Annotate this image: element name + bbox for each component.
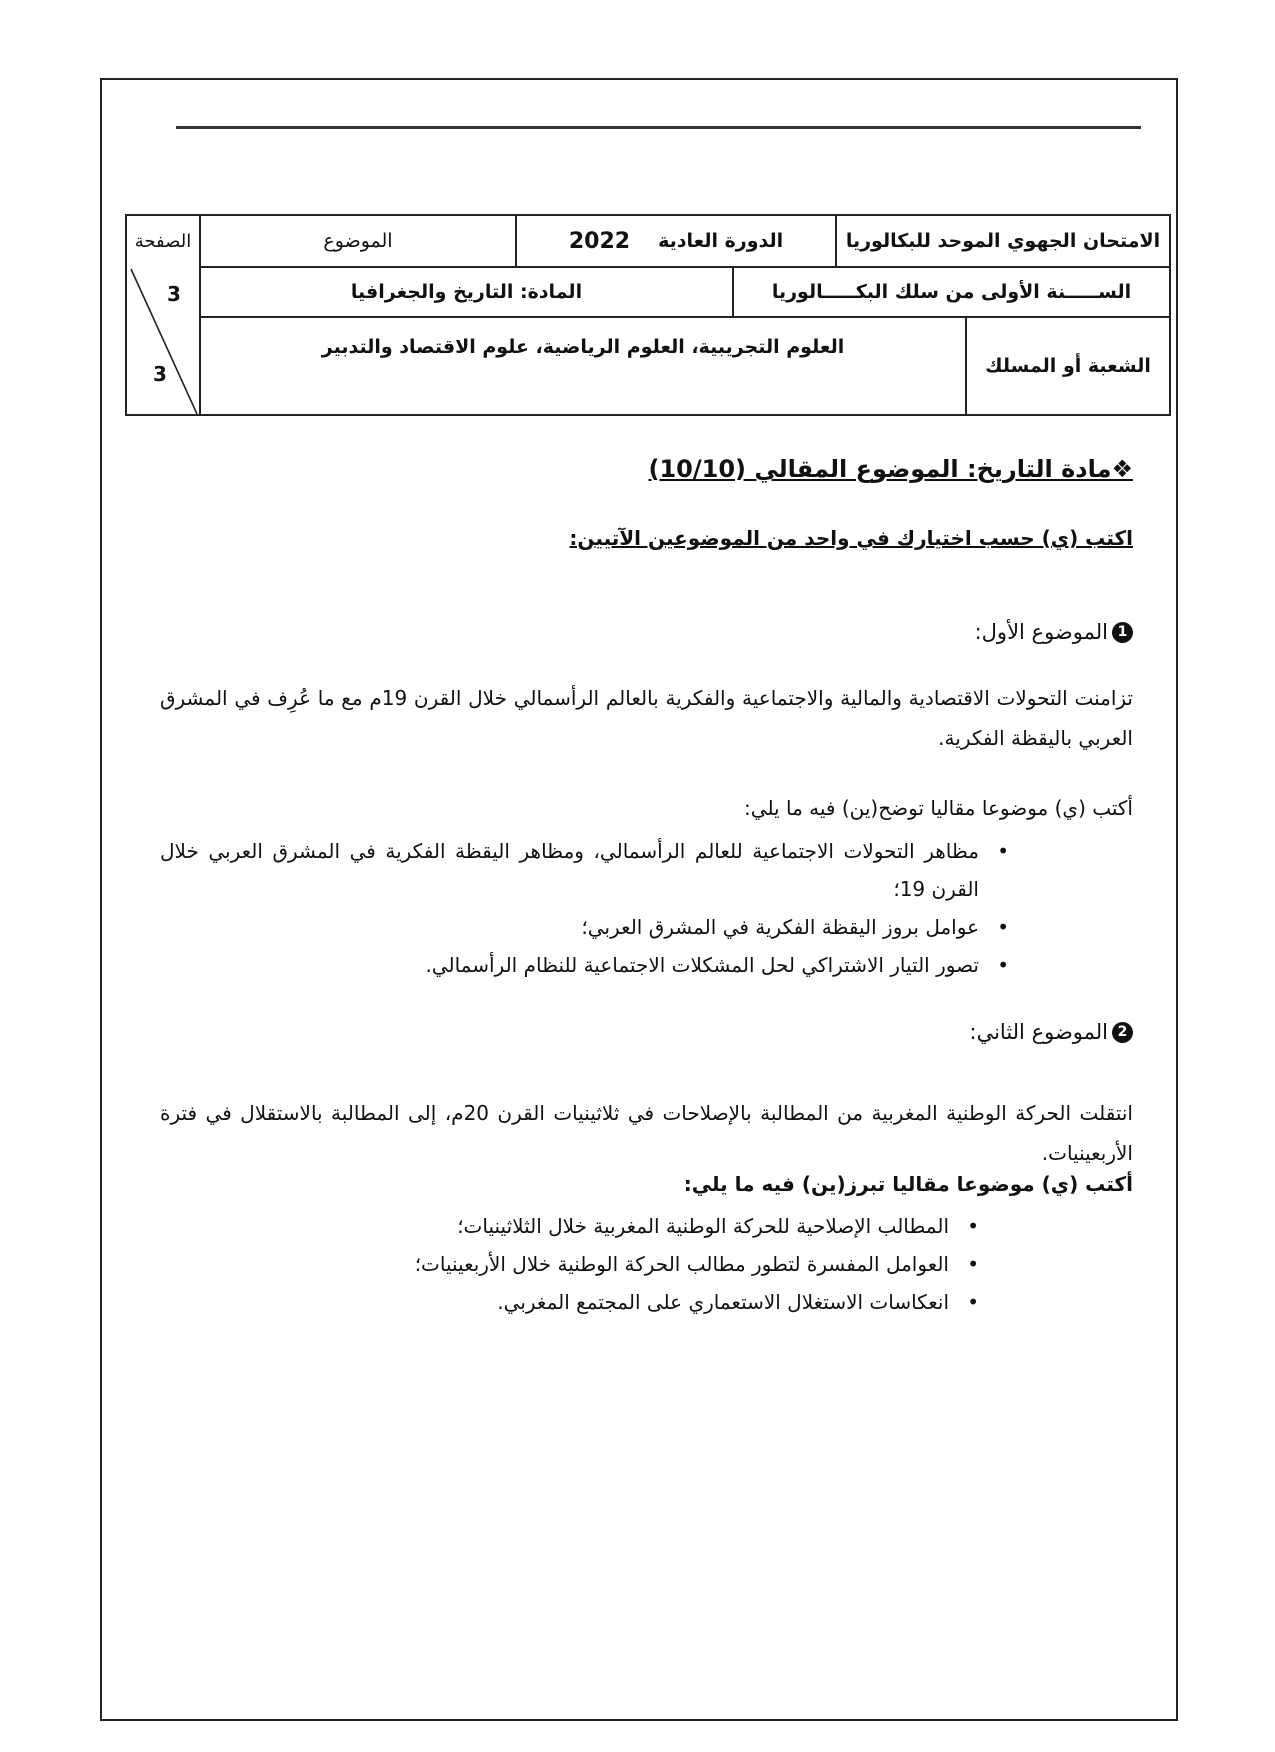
subject: المادة: التاريخ والجغرافيا xyxy=(350,281,583,303)
number-2-badge: 2 xyxy=(1112,1022,1133,1043)
number-1-badge: 1 xyxy=(1112,622,1133,643)
topic-2-heading xyxy=(970,1020,1134,1044)
page-label: الصفحة xyxy=(134,230,192,252)
topic-2-intro: انتقلت الحركة الوطنية المغربية من المطالبة بالإصلاحات في ثلاثينيات القرن 20م، إلى المطالبة بالاستقلال في فترة الأربعينيات. xyxy=(160,1101,1133,1165)
topic-1-intro: تزامنت التحولات الاقتصادية والمالية والاجتماعية والفكرية بالعالم الرأسمالي خلال القرن 19م مع ما عُرِف في المشرق العربي باليقظة الفكرية. xyxy=(160,686,1133,750)
page-total: 3 xyxy=(153,362,167,386)
topic-2-ask: أكتب (ي) موضوعا مقاليا تبرز(ين) فيه ما يلي: xyxy=(683,1172,1133,1196)
choice-instruction: اكتب (ي) حسب اختيارك في واحد من الموضوعين الآتيين: xyxy=(569,526,1133,550)
topic-1-ask: أكتب (ي) موضوعا مقاليا توضح(ين) فيه ما يلي: xyxy=(744,796,1133,820)
level: الســـــنة الأولى من سلك البكـــــالوريا xyxy=(771,281,1132,303)
list-item: • انعكاسات الاستغلال الاستعماري على المجتمع المغربي. xyxy=(285,1283,985,1321)
list-item: • المطالب الإصلاحية للحركة الوطنية المغربية خلال الثلاثينيات؛ xyxy=(285,1207,985,1245)
topic-1-title: الموضوع الأول: xyxy=(974,620,1108,644)
section-title: ❖مادة التاريخ: الموضوع المقالي (10/10) xyxy=(648,455,1133,483)
session-year: 2022 xyxy=(568,228,631,254)
topic-1-list xyxy=(160,832,1015,984)
list-item: • تصور التيار الاشتراكي لحل المشكلات الاجتماعية للنظام الرأسمالي. xyxy=(160,946,1015,984)
streams: العلوم التجريبية، العلوم الرياضية، علوم الاقتصاد والتدبير xyxy=(321,336,845,358)
list-item: • العوامل المفسرة لتطور مطالب الحركة الوطنية خلال الأربعينيات؛ xyxy=(285,1245,985,1283)
page-number: 3 xyxy=(167,282,181,306)
session-label: الدورة العادية xyxy=(658,230,784,252)
list-item: • مظاهر التحولات الاجتماعية للعالم الرأسمالي، ومظاهر اليقظة الفكرية في المشرق العربي خلال القرن 19؛ xyxy=(160,832,1015,908)
topic-2-list xyxy=(285,1207,985,1321)
exam-title: الامتحان الجهوي الموحد للبكالوريا xyxy=(845,230,1161,252)
topic-2-title: الموضوع الثاني: xyxy=(969,1020,1108,1044)
stream-label: الشعبة أو المسلك xyxy=(985,355,1151,377)
topic-1-heading xyxy=(975,620,1133,644)
list-item: • عوامل بروز اليقظة الفكرية في المشرق العربي؛ xyxy=(160,908,1015,946)
document-type: الموضوع xyxy=(323,230,393,252)
